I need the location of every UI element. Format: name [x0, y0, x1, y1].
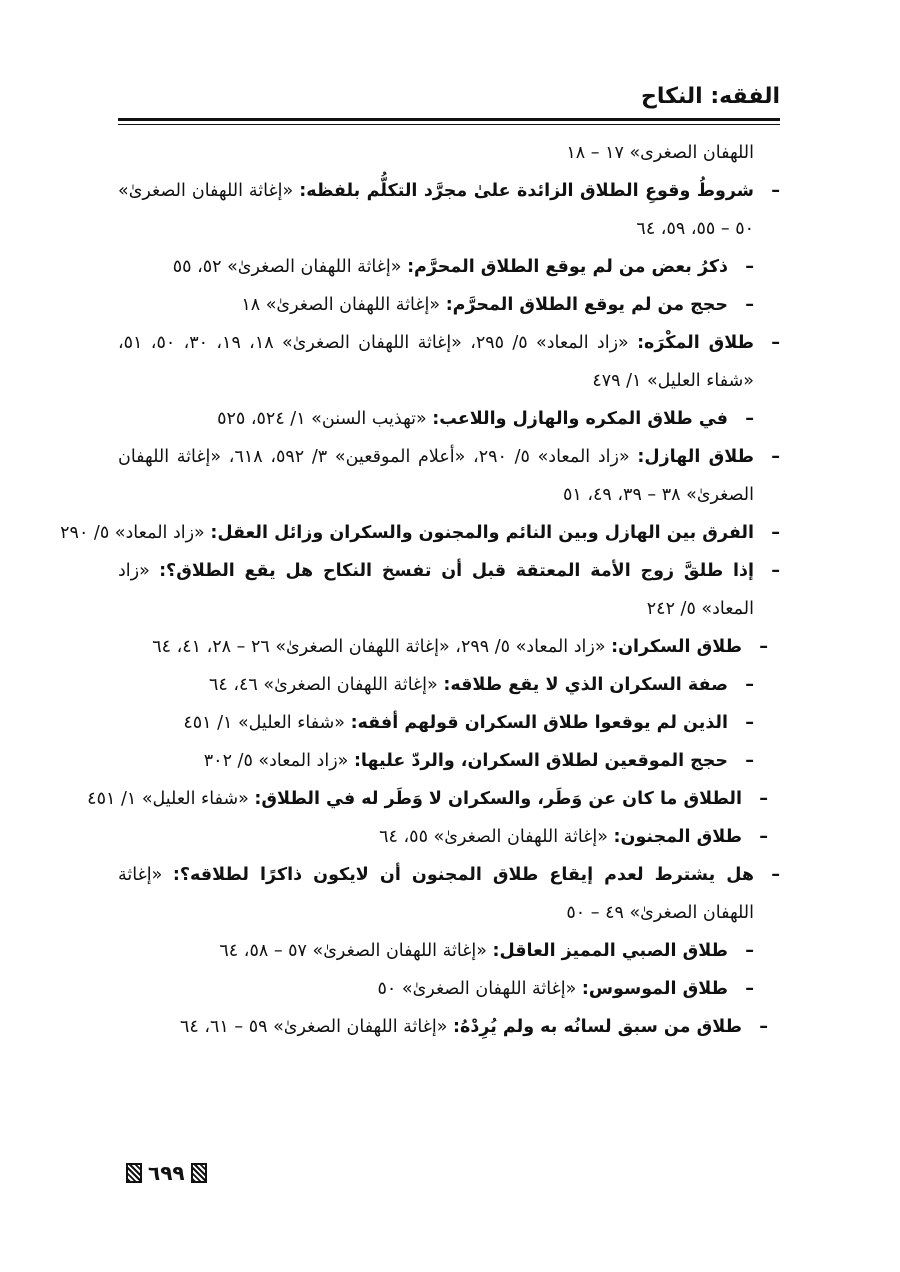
- index-entry: [118, 172, 780, 248]
- entry-dash: –: [745, 295, 754, 315]
- index-entry: [118, 438, 780, 514]
- entry-heading: في طلاق المكره والهازل واللاعب:: [432, 409, 728, 429]
- entry-references: «زاد المعاد» ٥/ ٢٩٩، «إغاثة اللهفان الصغرىٰ» ٢٦ – ٢٨، ٤١، ٦٤: [152, 637, 612, 657]
- index-entry: [87, 780, 780, 818]
- page-footer: [126, 1158, 207, 1188]
- entry-heading: طلاق الموسوس:: [581, 979, 728, 999]
- index-entry: [118, 856, 780, 932]
- entry-references: «إغاثة اللهفان الصغرىٰ» ٤٩ – ٥٠: [118, 865, 754, 923]
- entry-references: «شفاء العليل» ١/ ٤٥١: [183, 713, 351, 733]
- index-entry: [118, 286, 780, 324]
- index-entry: [118, 818, 780, 856]
- entry-heading: الطلاق ما كان عن وَطَر، والسكران لا وَطَر له في الطلاق:: [254, 789, 742, 809]
- entry-dash: –: [745, 751, 754, 771]
- page-title: الفقه: النكاح: [641, 84, 780, 109]
- entry-references: «إغاثة اللهفان الصغرىٰ» ٥٠: [377, 979, 582, 999]
- entry-references: «إغاثة اللهفان الصغرىٰ» ١٨: [241, 295, 446, 315]
- entry-heading: صفة السكران الذي لا يقع طلاقه:: [443, 675, 728, 695]
- entry-references: «إغاثة اللهفان الصغرىٰ» ٥٧ – ٥٨، ٦٤: [219, 941, 493, 961]
- header-rule-thick: [118, 118, 780, 121]
- index-entry: [118, 324, 780, 400]
- entry-references: «زاد المعاد» ٥/ ٢٤٢: [118, 561, 754, 619]
- ornament-icon: [126, 1163, 142, 1183]
- entry-references: «إغاثة اللهفان الصغرىٰ» ٥٩ – ٦١، ٦٤: [179, 1017, 454, 1037]
- entry-dash: –: [759, 827, 768, 847]
- entry-dash: –: [771, 865, 780, 885]
- entry-references: «تهذيب السنن» ١/ ٥٢٤، ٥٢٥: [217, 409, 433, 429]
- entry-dash: –: [771, 181, 780, 201]
- index-entry: [118, 400, 780, 438]
- entry-dash: –: [745, 979, 754, 999]
- entry-heading: الذين لم يوقعوا طلاق السكران قولهم أفقه:: [350, 713, 728, 733]
- page-number: ٦٩٩: [148, 1161, 185, 1185]
- entry-dash: –: [745, 941, 754, 961]
- entry-references: «إغاثة اللهفان الصغرىٰ» ٥٢، ٥٥: [172, 257, 408, 277]
- ornament-icon: [191, 1163, 207, 1183]
- index-entry: [118, 742, 780, 780]
- entry-dash: –: [745, 713, 754, 733]
- entry-heading: شروطُ وقوعِ الطلاق الزائدة علىٰ مجرَّد التكلُّم بلفظه:: [299, 181, 754, 201]
- entry-heading: حجج الموقعين لطلاق السكران، والردّ عليها:: [353, 751, 728, 771]
- index-entry: [118, 666, 780, 704]
- index-entry: [118, 970, 780, 1008]
- entry-dash: –: [771, 523, 780, 543]
- entry-references: «إغاثة اللهفان الصغرىٰ» ٥٥، ٦٤: [379, 827, 614, 847]
- entry-heading: الفرق بين الهازل وبين النائم والمجنون والسكران وزائل العقل:: [210, 523, 754, 543]
- entry-dash: –: [771, 447, 780, 467]
- index-entry: [118, 1008, 780, 1046]
- entry-references: «إغاثة اللهفان الصغرىٰ» ٥٠ – ٥٥، ٥٩، ٦٤: [118, 181, 754, 239]
- index-entry: اللهفان الصغرى» ١٧ – ١٨: [566, 143, 754, 163]
- entry-dash: –: [759, 637, 768, 657]
- entry-dash: –: [745, 409, 754, 429]
- entry-heading: طلاق من سبق لسانُه به ولم يُرِدْهُ:: [453, 1017, 742, 1037]
- entry-heading: إذا طلقَّ زوج الأمة المعتقة قبل أن تفسخ النكاح هل يقع الطلاق؟:: [159, 561, 754, 581]
- entry-heading: ذكرُ بعض من لم يوقع الطلاق المحرَّم:: [407, 257, 728, 277]
- entry-references: «زاد المعاد» ٥/ ٢٩٥، «إغاثة اللهفان الصغرىٰ» ١٨، ١٩، ٣٠، ٥٠، ٥١، «شفاء العليل» ١/ ٤٧٩: [118, 333, 754, 391]
- index-entry: [118, 704, 780, 742]
- entry-references: «إغاثة اللهفان الصغرىٰ» ٤٦، ٦٤: [208, 675, 444, 695]
- index-entry: [60, 514, 780, 552]
- entry-dash: –: [759, 789, 768, 809]
- index-entries: [60, 134, 780, 1046]
- entry-heading: هل يشترط لعدم إيقاع طلاق المجنون أن لايكون ذاكرًا لطلاقه؟:: [172, 865, 754, 885]
- index-entry: [118, 552, 780, 628]
- entry-references: «زاد المعاد» ٥/ ٢٩٠، «أعلام الموقعين» ٣/ ٥٩٢، ٦١٨، «إغاثة اللهفان الصغرىٰ» ٣٨ – ٣٩، ٤٩، ٥١: [118, 447, 754, 505]
- entry-heading: طلاق المكْرَه:: [637, 333, 755, 353]
- entry-heading: طلاق الصبي المميز العاقل:: [492, 941, 728, 961]
- index-entry: [118, 248, 780, 286]
- entry-heading: طلاق السكران:: [611, 637, 742, 657]
- entry-references: «شفاء العليل» ١/ ٤٥١: [87, 789, 255, 809]
- entry-heading: حجج من لم يوقع الطلاق المحرَّم:: [445, 295, 728, 315]
- entry-references: «زاد المعاد» ٥/ ٣٠٢: [203, 751, 354, 771]
- entry-dash: –: [759, 1017, 768, 1037]
- entry-heading: طلاق الهازل:: [637, 447, 754, 467]
- entry-dash: –: [771, 561, 780, 581]
- entry-dash: –: [745, 675, 754, 695]
- header-rule-thin: [118, 124, 780, 125]
- index-entry: [118, 628, 780, 666]
- index-entry: [118, 932, 780, 970]
- entry-dash: –: [771, 333, 780, 353]
- entry-dash: –: [745, 257, 754, 277]
- entry-references: «زاد المعاد» ٥/ ٢٩٠: [60, 523, 211, 543]
- entry-heading: طلاق المجنون:: [613, 827, 742, 847]
